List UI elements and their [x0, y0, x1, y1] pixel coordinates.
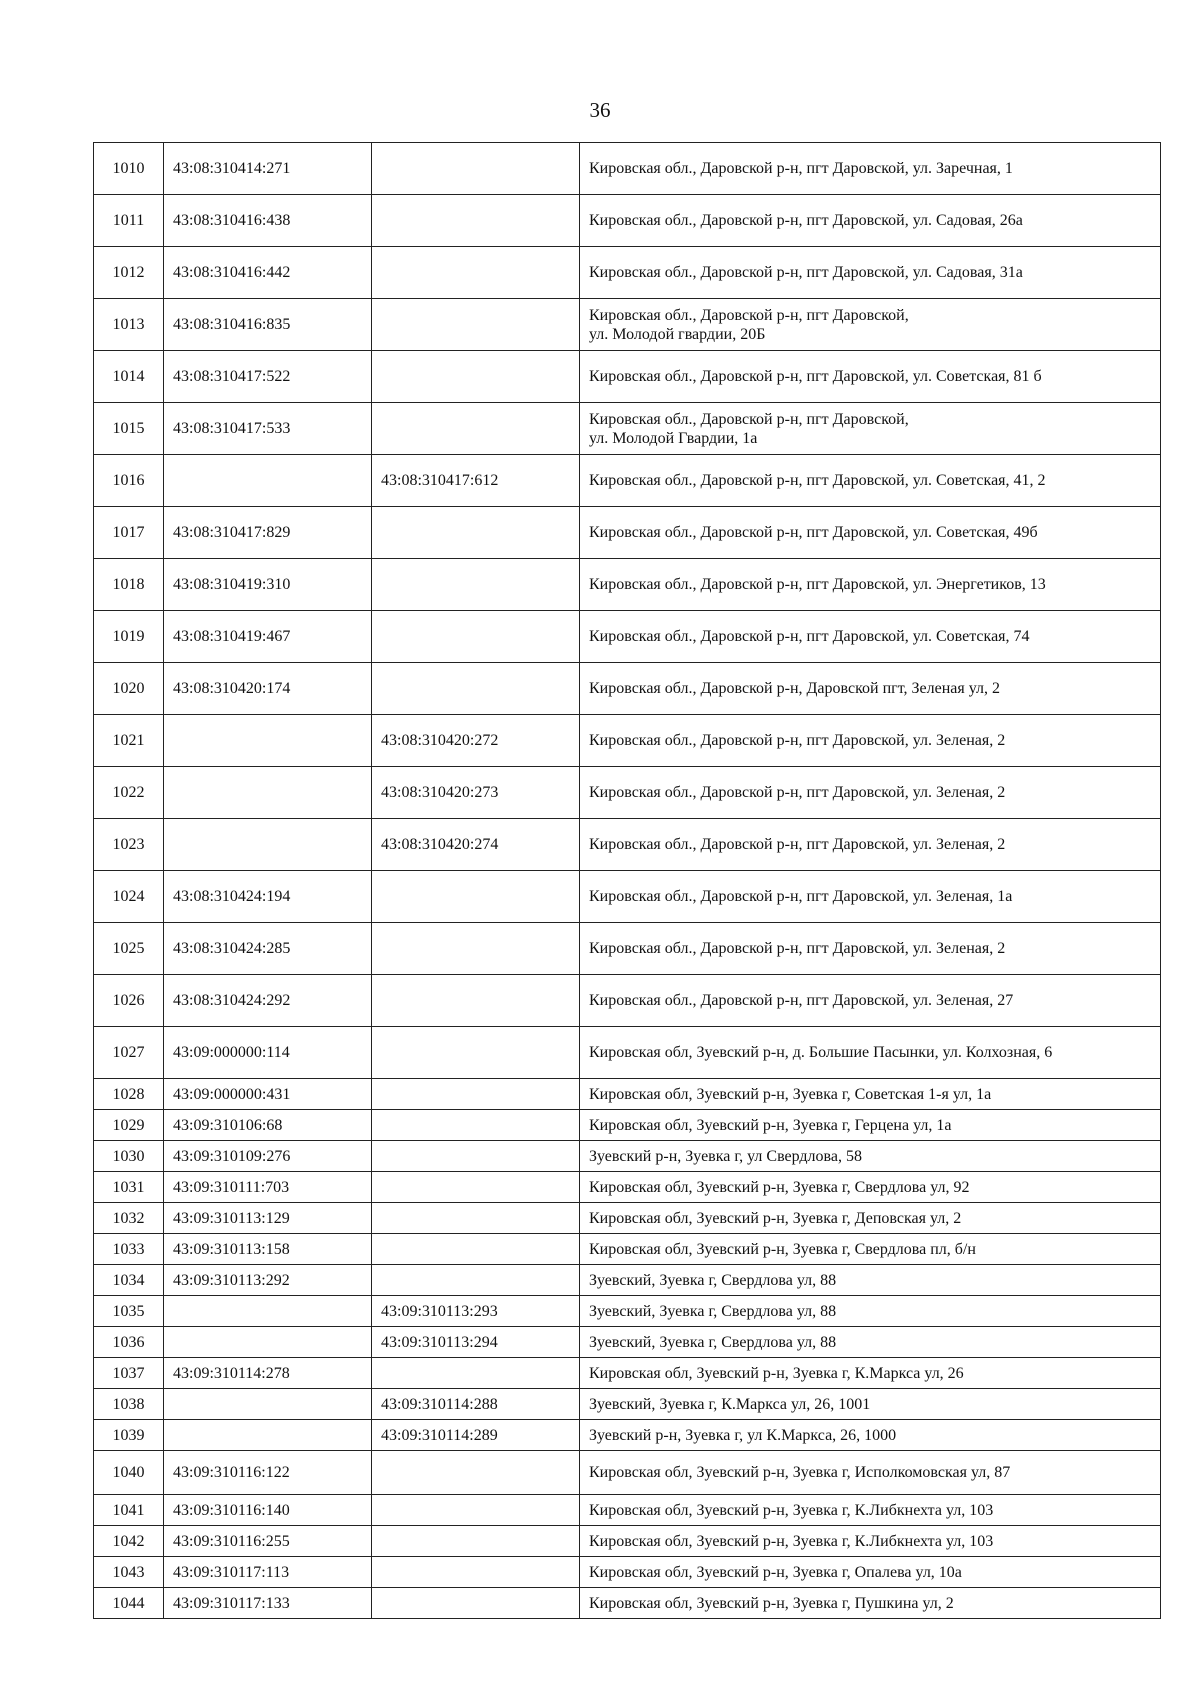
table-row — [94, 507, 1161, 559]
address-cell — [580, 1027, 1161, 1079]
related-cadastral-number-cell-text: 43:08:310417:612 — [381, 472, 499, 489]
row-number-cell-text: 1011 — [112, 212, 145, 229]
address-cell-text: Кировская обл, Зуевский р-н, Зуевка г, Исполкомовская ул, 87 — [589, 1464, 1011, 1481]
row-number-cell — [94, 819, 164, 871]
cadastral-number-cell — [164, 351, 372, 403]
cadastral-number-cell-text: 43:09:310109:276 — [173, 1147, 291, 1165]
row-number-cell-text: 1024 — [112, 888, 145, 905]
related-cadastral-number-cell — [372, 1265, 580, 1296]
related-cadastral-number-cell — [372, 1526, 580, 1557]
cadastral-number-cell-text: 43:08:310419:467 — [173, 628, 291, 645]
related-cadastral-number-cell — [372, 1495, 580, 1526]
related-cadastral-number-cell — [372, 1110, 580, 1141]
table-row — [94, 871, 1161, 923]
cadastral-number-cell-text: 43:09:310106:68 — [173, 1116, 283, 1134]
row-number-cell-text: 1028 — [112, 1085, 145, 1103]
cadastral-number-cell — [164, 1234, 372, 1265]
cadastral-number-cell — [164, 247, 372, 299]
row-number-cell — [94, 715, 164, 767]
related-cadastral-number-cell-text: 43:09:310113:294 — [381, 1333, 498, 1351]
address-cell-text: Кировская обл., Даровской р-н, пгт Даровской, ул. Советская, 41, 2 — [589, 472, 1046, 489]
address-cell-text: Кировская обл, Зуевский р-н, Зуевка г, Пушкина ул, 2 — [589, 1594, 954, 1612]
table-row — [94, 299, 1161, 351]
cadastral-number-cell — [164, 1027, 372, 1079]
row-number-cell-text: 1025 — [112, 940, 145, 957]
table-row — [94, 1389, 1161, 1420]
related-cadastral-number-cell — [372, 455, 580, 507]
row-number-cell — [94, 299, 164, 351]
related-cadastral-number-cell-text: 43:08:310420:273 — [381, 784, 499, 801]
address-cell-text: Зуевский р-н, Зуевка г, ул Свердлова, 58 — [589, 1147, 862, 1165]
table-row — [94, 1110, 1161, 1141]
related-cadastral-number-cell — [372, 1027, 580, 1079]
address-cell — [580, 871, 1161, 923]
row-number-cell — [94, 871, 164, 923]
table-row — [94, 1495, 1161, 1526]
address-cell — [580, 351, 1161, 403]
row-number-cell — [94, 403, 164, 455]
table-row — [94, 767, 1161, 819]
address-cell — [580, 1234, 1161, 1265]
table-row — [94, 1526, 1161, 1557]
address-cell-text: Кировская обл., Даровской р-н, пгт Даровской, ул. Зеленая, 2 — [589, 940, 1006, 957]
cadastral-number-cell-text: 43:08:310424:194 — [173, 888, 291, 905]
cadastral-number-cell — [164, 663, 372, 715]
table-row — [94, 1234, 1161, 1265]
row-number-cell-text: 1033 — [112, 1240, 145, 1258]
row-number-cell-text: 1032 — [112, 1209, 145, 1227]
address-cell-text: Зуевский, Зуевка г, Свердлова ул, 88 — [589, 1333, 837, 1351]
related-cadastral-number-cell — [372, 1234, 580, 1265]
table-row — [94, 1557, 1161, 1588]
address-cell-text: Кировская обл., Даровской р-н, пгт Даровской, ул. Зеленая, 1а — [589, 888, 1013, 905]
row-number-cell-text: 1036 — [112, 1333, 145, 1351]
address-cell-text: Кировская обл., Даровской р-н, пгт Даровской, ул. Садовая, 26а — [589, 212, 1023, 229]
related-cadastral-number-cell — [372, 1451, 580, 1495]
row-number-cell — [94, 1526, 164, 1557]
table-row — [94, 1296, 1161, 1327]
row-number-cell — [94, 351, 164, 403]
row-number-cell — [94, 455, 164, 507]
address-cell — [580, 247, 1161, 299]
row-number-cell-text: 1043 — [112, 1563, 145, 1581]
registry-table — [93, 142, 1161, 1619]
row-number-cell-text: 1013 — [112, 316, 145, 333]
row-number-cell — [94, 1234, 164, 1265]
address-cell — [580, 507, 1161, 559]
address-cell-text: Кировская обл., Даровской р-н, пгт Даровской, ул. Зеленая, 27 — [589, 992, 1014, 1009]
address-cell-text: Кировская обл, Зуевский р-н, Зуевка г, К.Маркса ул, 26 — [589, 1364, 964, 1382]
related-cadastral-number-cell-text: 43:08:310420:272 — [381, 732, 499, 749]
row-number-cell — [94, 1172, 164, 1203]
related-cadastral-number-cell — [372, 1557, 580, 1588]
table-row — [94, 455, 1161, 507]
address-cell — [580, 715, 1161, 767]
cadastral-number-cell-text: 43:09:310116:122 — [173, 1464, 290, 1481]
address-cell-text: Кировская обл., Даровской р-н, пгт Даровской, — [589, 410, 909, 428]
address-cell-text: Кировская обл, Зуевский р-н, Зуевка г, К.Либкнехта ул, 103 — [589, 1532, 994, 1550]
cadastral-number-cell-text: 43:08:310417:522 — [173, 368, 291, 385]
related-cadastral-number-cell — [372, 1079, 580, 1110]
row-number-cell — [94, 1296, 164, 1327]
row-number-cell-text: 1037 — [112, 1364, 145, 1382]
table-row — [94, 1172, 1161, 1203]
cadastral-number-cell — [164, 767, 372, 819]
table-row — [94, 1358, 1161, 1389]
address-cell-text: Зуевский, Зуевка г, Свердлова ул, 88 — [589, 1302, 837, 1320]
row-number-cell — [94, 1588, 164, 1619]
table-row — [94, 1079, 1161, 1110]
address-cell-text: Кировская обл, Зуевский р-н, Зуевка г, Свердлова ул, 92 — [589, 1178, 970, 1196]
row-number-cell — [94, 507, 164, 559]
address-cell — [580, 819, 1161, 871]
cadastral-number-cell-text: 43:09:310113:292 — [173, 1271, 290, 1289]
cadastral-number-cell — [164, 455, 372, 507]
table-row — [94, 351, 1161, 403]
address-cell-text: Кировская обл., Даровской р-н, пгт Даровской, ул. Советская, 74 — [589, 628, 1030, 645]
address-cell-text: Кировская обл., Даровской р-н, пгт Даровской, ул. Зеленая, 2 — [589, 836, 1006, 853]
cadastral-number-cell-text: 43:09:310114:278 — [173, 1364, 290, 1382]
related-cadastral-number-cell-text: 43:09:310114:288 — [381, 1395, 498, 1413]
related-cadastral-number-cell — [372, 143, 580, 195]
cadastral-number-cell — [164, 1141, 372, 1172]
address-cell — [580, 1327, 1161, 1358]
registry-table-body — [94, 143, 1161, 1619]
address-cell — [580, 1526, 1161, 1557]
table-row — [94, 1141, 1161, 1172]
address-cell-text: Кировская обл., Даровской р-н, пгт Даровской, ул. Советская, 81 б — [589, 368, 1042, 385]
address-cell — [580, 923, 1161, 975]
cadastral-number-cell — [164, 611, 372, 663]
row-number-cell-text: 1042 — [112, 1532, 145, 1550]
cadastral-number-cell — [164, 1358, 372, 1389]
cadastral-number-cell — [164, 819, 372, 871]
related-cadastral-number-cell — [372, 975, 580, 1027]
cadastral-number-cell — [164, 1588, 372, 1619]
row-number-cell — [94, 1495, 164, 1526]
related-cadastral-number-cell — [372, 1203, 580, 1234]
cadastral-number-cell-text: 43:09:310117:113 — [173, 1563, 290, 1581]
row-number-cell-text: 1010 — [112, 160, 145, 177]
row-number-cell-text: 1017 — [112, 524, 145, 541]
row-number-cell-text: 1016 — [112, 472, 145, 489]
table-row — [94, 195, 1161, 247]
cadastral-number-cell-text: 43:08:310424:285 — [173, 940, 291, 957]
row-number-cell-text: 1038 — [112, 1395, 145, 1413]
cadastral-number-cell-text: 43:08:310416:835 — [173, 316, 291, 333]
cadastral-number-cell-text: 43:09:310111:703 — [173, 1178, 290, 1196]
related-cadastral-number-cell — [372, 1296, 580, 1327]
related-cadastral-number-cell-text: 43:09:310114:289 — [381, 1426, 498, 1444]
row-number-cell-text: 1029 — [112, 1116, 145, 1134]
related-cadastral-number-cell — [372, 1327, 580, 1358]
row-number-cell — [94, 1358, 164, 1389]
related-cadastral-number-cell — [372, 1420, 580, 1451]
related-cadastral-number-cell — [372, 1172, 580, 1203]
table-row — [94, 715, 1161, 767]
row-number-cell — [94, 1420, 164, 1451]
table-row — [94, 143, 1161, 195]
row-number-cell-text: 1027 — [112, 1044, 145, 1061]
address-cell — [580, 663, 1161, 715]
address-cell-text: Кировская обл., Даровской р-н, Даровской пгт, Зеленая ул, 2 — [589, 680, 1001, 697]
row-number-cell — [94, 1110, 164, 1141]
cadastral-number-cell-text: 43:09:310116:255 — [173, 1532, 290, 1550]
related-cadastral-number-cell-text: 43:08:310420:274 — [381, 836, 499, 853]
table-row — [94, 1203, 1161, 1234]
table-row — [94, 1451, 1161, 1495]
address-cell-text-line2: ул. Молодой гвардии, 20Б — [589, 325, 766, 343]
cadastral-number-cell — [164, 1526, 372, 1557]
row-number-cell — [94, 1027, 164, 1079]
cadastral-number-cell — [164, 559, 372, 611]
cadastral-number-cell — [164, 1265, 372, 1296]
related-cadastral-number-cell — [372, 299, 580, 351]
related-cadastral-number-cell — [372, 1358, 580, 1389]
related-cadastral-number-cell — [372, 1141, 580, 1172]
address-cell-text: Зуевский, Зуевка г, Свердлова ул, 88 — [589, 1271, 837, 1289]
row-number-cell-text: 1039 — [112, 1426, 145, 1444]
row-number-cell-text: 1022 — [112, 784, 145, 801]
table-row — [94, 403, 1161, 455]
row-number-cell — [94, 923, 164, 975]
address-cell — [580, 455, 1161, 507]
address-cell — [580, 1389, 1161, 1420]
address-cell — [580, 1420, 1161, 1451]
address-cell-text: Кировская обл, Зуевский р-н, Зуевка г, Советская 1-я ул, 1а — [589, 1085, 992, 1103]
cadastral-number-cell — [164, 871, 372, 923]
cadastral-number-cell — [164, 1495, 372, 1526]
row-number-cell-text: 1012 — [112, 264, 145, 281]
related-cadastral-number-cell — [372, 507, 580, 559]
row-number-cell-text: 1031 — [112, 1178, 145, 1196]
related-cadastral-number-cell — [372, 819, 580, 871]
related-cadastral-number-cell-text: 43:09:310113:293 — [381, 1302, 498, 1320]
table-row — [94, 923, 1161, 975]
cadastral-number-cell — [164, 143, 372, 195]
row-number-cell — [94, 195, 164, 247]
cadastral-number-cell — [164, 1327, 372, 1358]
cadastral-number-cell-text: 43:08:310424:292 — [173, 992, 291, 1009]
cadastral-number-cell-text: 43:08:310417:829 — [173, 524, 291, 541]
related-cadastral-number-cell — [372, 1389, 580, 1420]
table-row — [94, 663, 1161, 715]
address-cell — [580, 1451, 1161, 1495]
address-cell — [580, 1141, 1161, 1172]
cadastral-number-cell-text: 43:09:000000:114 — [173, 1044, 290, 1061]
address-cell-text-line2: ул. Молодой Гвардии, 1а — [589, 429, 758, 447]
table-row — [94, 819, 1161, 871]
row-number-cell — [94, 1451, 164, 1495]
row-number-cell — [94, 1141, 164, 1172]
cadastral-number-cell — [164, 1451, 372, 1495]
address-cell — [580, 143, 1161, 195]
address-cell — [580, 1079, 1161, 1110]
address-cell — [580, 767, 1161, 819]
address-cell — [580, 559, 1161, 611]
address-cell — [580, 1358, 1161, 1389]
address-cell-text: Кировская обл, Зуевский р-н, Зуевка г, Опалева ул, 10а — [589, 1563, 962, 1581]
cadastral-number-cell — [164, 1079, 372, 1110]
address-cell — [580, 1495, 1161, 1526]
row-number-cell — [94, 559, 164, 611]
table-row — [94, 1420, 1161, 1451]
address-cell — [580, 1296, 1161, 1327]
address-cell-text: Кировская обл., Даровской р-н, пгт Даровской, ул. Зеленая, 2 — [589, 784, 1006, 801]
row-number-cell — [94, 247, 164, 299]
row-number-cell — [94, 1265, 164, 1296]
address-cell — [580, 1110, 1161, 1141]
row-number-cell-text: 1030 — [112, 1147, 145, 1165]
address-cell — [580, 403, 1161, 455]
cadastral-number-cell — [164, 299, 372, 351]
row-number-cell — [94, 143, 164, 195]
related-cadastral-number-cell — [372, 871, 580, 923]
related-cadastral-number-cell — [372, 923, 580, 975]
row-number-cell — [94, 611, 164, 663]
address-cell — [580, 1172, 1161, 1203]
address-cell-text: Кировская обл, Зуевский р-н, Зуевка г, К.Либкнехта ул, 103 — [589, 1501, 994, 1519]
related-cadastral-number-cell — [372, 1588, 580, 1619]
related-cadastral-number-cell — [372, 611, 580, 663]
row-number-cell-text: 1026 — [112, 992, 145, 1009]
cadastral-number-cell — [164, 923, 372, 975]
cadastral-number-cell — [164, 975, 372, 1027]
address-cell-text: Кировская обл., Даровской р-н, пгт Даровской, ул. Садовая, 31а — [589, 264, 1023, 281]
cadastral-number-cell — [164, 1110, 372, 1141]
cadastral-number-cell-text: 43:08:310420:174 — [173, 680, 291, 697]
row-number-cell-text: 1035 — [112, 1302, 145, 1320]
address-cell-text: Зуевский, Зуевка г, К.Маркса ул, 26, 1001 — [589, 1395, 871, 1413]
address-cell — [580, 299, 1161, 351]
row-number-cell-text: 1023 — [112, 836, 145, 853]
address-cell — [580, 1265, 1161, 1296]
cadastral-number-cell — [164, 715, 372, 767]
address-cell — [580, 195, 1161, 247]
table-row — [94, 247, 1161, 299]
row-number-cell-text: 1014 — [112, 368, 145, 385]
address-cell-text: Кировская обл., Даровской р-н, пгт Даровской, ул. Зеленая, 2 — [589, 732, 1006, 749]
address-cell-text: Кировская обл, Зуевский р-н, Зуевка г, Герцена ул, 1а — [589, 1116, 952, 1134]
row-number-cell — [94, 1203, 164, 1234]
address-cell — [580, 1203, 1161, 1234]
row-number-cell — [94, 975, 164, 1027]
cadastral-number-cell-text: 43:09:310113:129 — [173, 1209, 290, 1227]
cadastral-number-cell — [164, 1203, 372, 1234]
row-number-cell-text: 1034 — [112, 1271, 145, 1289]
row-number-cell-text: 1020 — [112, 680, 145, 697]
address-cell — [580, 975, 1161, 1027]
page-number: 36 — [589, 98, 611, 122]
address-cell — [580, 1588, 1161, 1619]
table-row — [94, 1027, 1161, 1079]
address-cell-text: Кировская обл., Даровской р-н, пгт Даровской, ул. Заречная, 1 — [589, 160, 1013, 177]
row-number-cell — [94, 1327, 164, 1358]
related-cadastral-number-cell — [372, 663, 580, 715]
row-number-cell-text: 1040 — [112, 1464, 145, 1481]
row-number-cell — [94, 1079, 164, 1110]
row-number-cell — [94, 1389, 164, 1420]
cadastral-number-cell — [164, 195, 372, 247]
cadastral-number-cell-text: 43:09:000000:431 — [173, 1085, 291, 1103]
row-number-cell-text: 1015 — [112, 420, 145, 437]
cadastral-number-cell-text: 43:08:310417:533 — [173, 420, 291, 437]
address-cell-text: Кировская обл., Даровской р-н, пгт Даровской, ул. Энергетиков, 13 — [589, 576, 1046, 593]
row-number-cell — [94, 663, 164, 715]
row-number-cell — [94, 767, 164, 819]
cadastral-number-cell-text: 43:09:310117:133 — [173, 1594, 290, 1612]
related-cadastral-number-cell — [372, 403, 580, 455]
row-number-cell — [94, 1557, 164, 1588]
row-number-cell-text: 1041 — [112, 1501, 145, 1519]
table-row — [94, 559, 1161, 611]
related-cadastral-number-cell — [372, 559, 580, 611]
address-cell — [580, 611, 1161, 663]
cadastral-number-cell — [164, 1557, 372, 1588]
cadastral-number-cell-text: 43:09:310116:140 — [173, 1501, 290, 1519]
cadastral-number-cell — [164, 1420, 372, 1451]
address-cell-text: Кировская обл, Зуевский р-н, д. Большие Пасынки, ул. Колхозная, 6 — [589, 1044, 1053, 1061]
cadastral-number-cell — [164, 403, 372, 455]
row-number-cell-text: 1018 — [112, 576, 145, 593]
related-cadastral-number-cell — [372, 767, 580, 819]
table-row — [94, 1588, 1161, 1619]
row-number-cell-text: 1021 — [112, 732, 145, 749]
cadastral-number-cell-text: 43:08:310416:442 — [173, 264, 291, 281]
cadastral-number-cell — [164, 1389, 372, 1420]
table-row — [94, 1327, 1161, 1358]
address-cell-text: Кировская обл, Зуевский р-н, Зуевка г, Свердлова пл, б/н — [589, 1240, 976, 1258]
cadastral-number-cell — [164, 507, 372, 559]
cadastral-number-cell-text: 43:08:310416:438 — [173, 212, 291, 229]
cadastral-number-cell-text: 43:08:310419:310 — [173, 576, 291, 593]
related-cadastral-number-cell — [372, 195, 580, 247]
cadastral-number-cell-text: 43:08:310414:271 — [173, 160, 291, 177]
address-cell — [580, 1557, 1161, 1588]
cadastral-number-cell — [164, 1172, 372, 1203]
table-row — [94, 611, 1161, 663]
cadastral-number-cell-text: 43:09:310113:158 — [173, 1240, 290, 1258]
cadastral-number-cell — [164, 1296, 372, 1327]
table-row — [94, 975, 1161, 1027]
address-cell-text: Кировская обл., Даровской р-н, пгт Даровской, — [589, 306, 909, 324]
related-cadastral-number-cell — [372, 247, 580, 299]
address-cell-text: Кировская обл., Даровской р-н, пгт Даровской, ул. Советская, 49б — [589, 524, 1038, 541]
address-cell-text: Зуевский р-н, Зуевка г, ул К.Маркса, 26, 1000 — [589, 1426, 897, 1444]
address-cell-text: Кировская обл, Зуевский р-н, Зуевка г, Деповская ул, 2 — [589, 1209, 962, 1227]
row-number-cell-text: 1044 — [112, 1594, 145, 1612]
related-cadastral-number-cell — [372, 715, 580, 767]
row-number-cell-text: 1019 — [112, 628, 145, 645]
related-cadastral-number-cell — [372, 351, 580, 403]
table-row — [94, 1265, 1161, 1296]
